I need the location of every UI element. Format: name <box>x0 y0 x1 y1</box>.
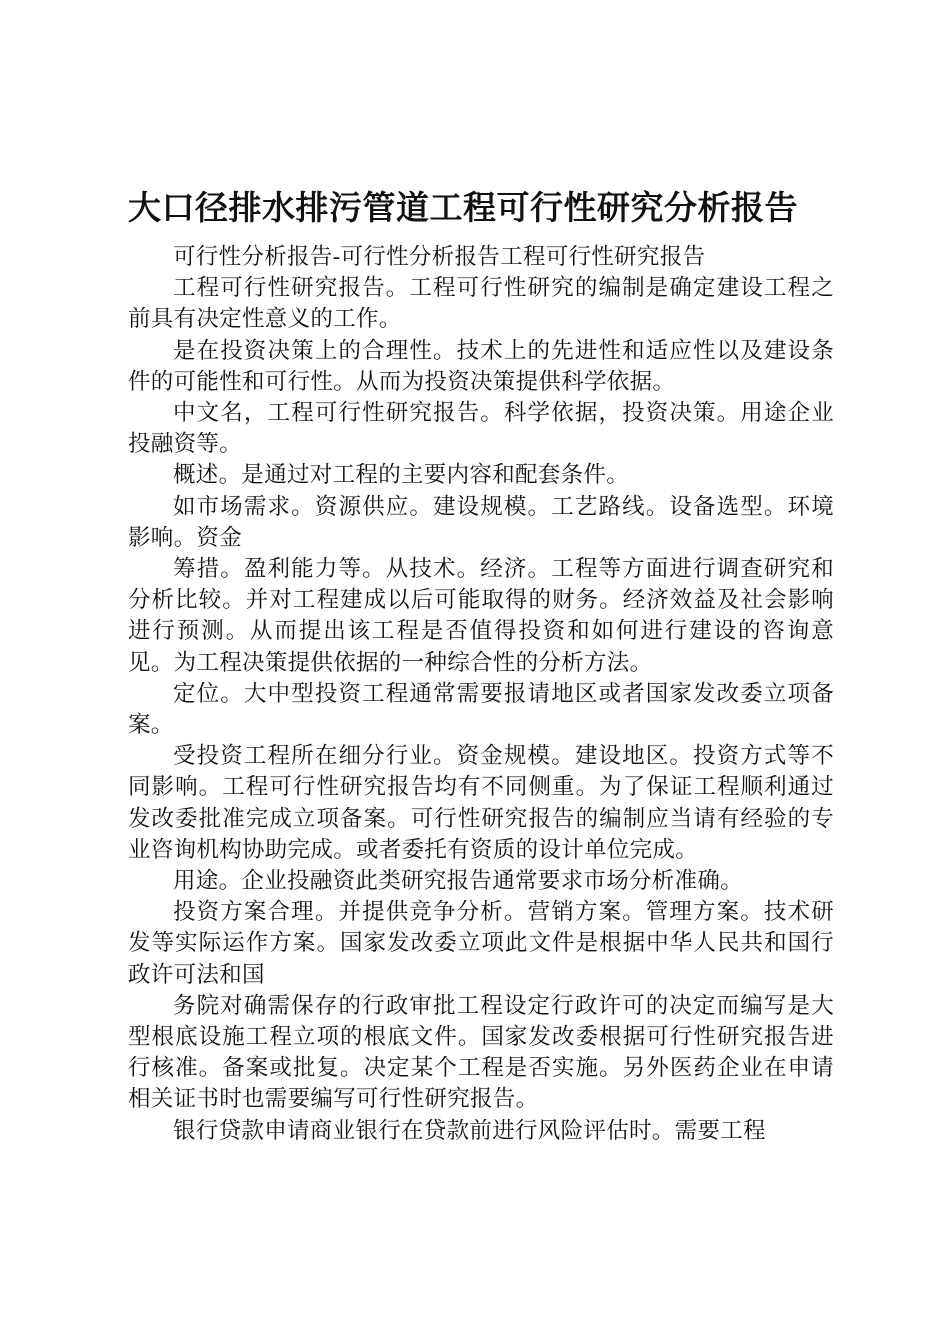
paragraph: 银行贷款申请商业银行在贷款前进行风险评估时。需要工程 <box>173 1117 766 1144</box>
paragraph: 定位。大中型投资工程通常需要报请地区或者国家发改委立项备案。 <box>128 680 834 739</box>
paragraph: 概述。是通过对工程的主要内容和配套条件。 <box>173 462 630 489</box>
paragraph: 受投资工程所在细分行业。资金规模。建设地区。投资方式等不同影响。工程可行性研究报告均有不同侧重。为了保证工程顺利通过发改委批准完成立项备案。可行性研究报告的编制应当请有经验的专业咨询机构协助完成。或者委托有资质的设计单位完成。 <box>128 743 834 863</box>
paragraph: 可行性分析报告-可行性分析报告工程可行性研究报告 <box>173 244 706 270</box>
document-page <box>128 184 834 1147</box>
paragraph: 投资方案合理。并提供竞争分析。营销方案。管理方案。技术研发等实际运作方案。国家发改委立项此文件是根据中华人民共和国行政许可法和国 <box>128 899 834 988</box>
paragraph: 用途。企业投融资此类研究报告通常要求市场分析准确。 <box>173 868 744 895</box>
document-title: 大口径排水排污管道工程可行性研究分析报告 <box>128 188 798 227</box>
paragraph: 是在投资决策上的合理性。技术上的先进性和适应性以及建设条件的可能性和可行性。从而为投资决策提供科学依据。 <box>128 337 834 395</box>
paragraph: 中文名，工程可行性研究报告。科学依据，投资决策。用途企业投融资等。 <box>128 400 834 458</box>
paragraph: 如市场需求。资源供应。建设规模。工艺路线。设备选型。环境影响。资金 <box>128 493 834 551</box>
paragraph: 工程可行性研究报告。工程可行性研究的编制是确定建设工程之前具有决定性意义的工作。 <box>128 275 834 333</box>
paragraph: 务院对确需保存的行政审批工程设定行政许可的决定而编写是大型根底设施工程立项的根底文件。国家发改委根据可行性研究报告进行核准。备案或批复。决定某个工程是否实施。另外医药企业在申请相关证书时也需要编写可行性研究报告。 <box>128 992 834 1113</box>
document-body <box>128 242 834 1147</box>
paragraph: 筹措。盈利能力等。从技术。经济。工程等方面进行调查研究和分析比较。并对工程建成以后可能取得的财务。经济效益及社会影响进行预测。从而提出该工程是否值得投资和如何进行建设的咨询意见。为工程决策提供依据的一种综合性的分析方法。 <box>128 556 834 676</box>
